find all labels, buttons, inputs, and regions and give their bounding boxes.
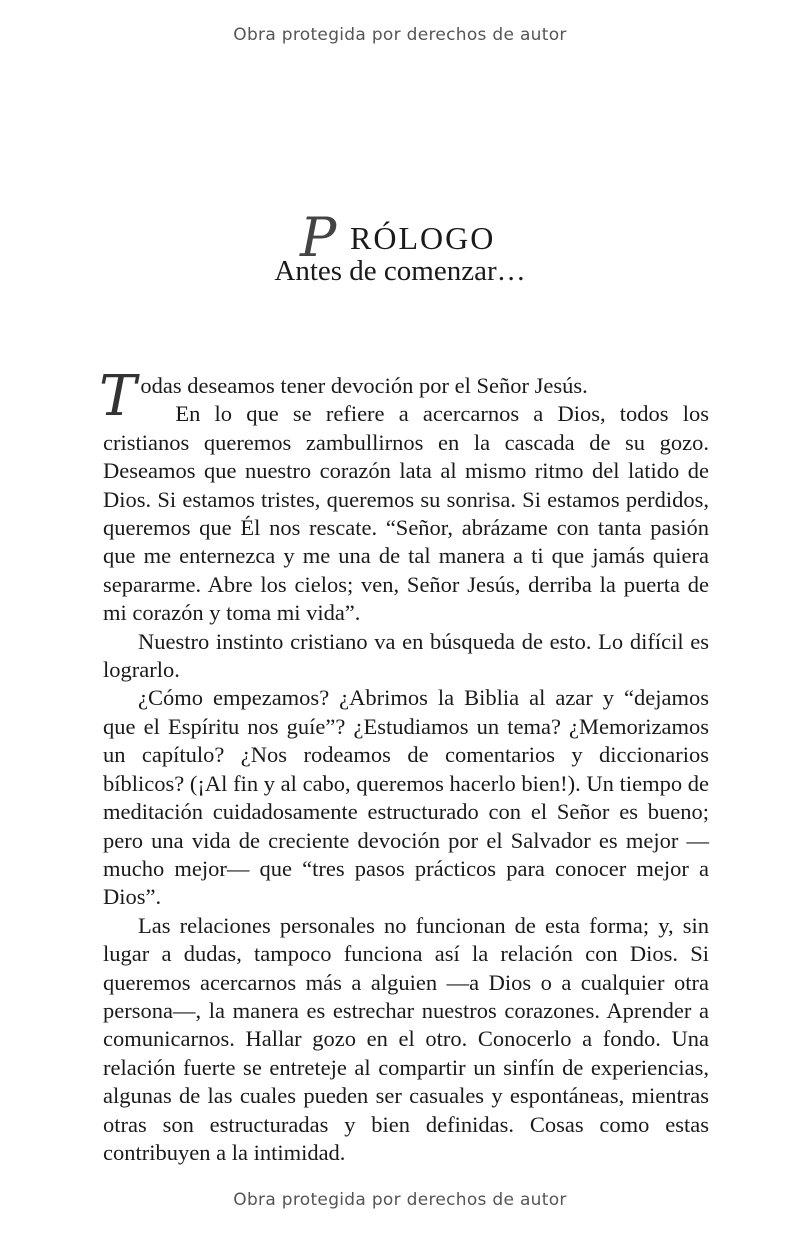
paragraph-3: Nuestro instinto cristiano va en búsqueda de esto. Lo difícil es lograrlo.: [103, 628, 709, 683]
body-text: [99, 364, 709, 1167]
paragraph-2: En lo que se refiere a acercarnos a Dios, todos los cristianos queremos zambullirnos en la cascada de su gozo. Deseamos que nuestro corazón lata al mismo ritmo del latido de Dios. Si estamos tristes, queremos su sonrisa. Si estamos perdidos, queremos que Él nos rescate. “Señor, abrázame con tanta pasión que me enternezca y me una de tal manera a ti que jamás quiera separarme. Abre los cielos; ven, Señor Jesús, derriba la puerta de mi corazón y toma mi vida”.: [103, 401, 709, 626]
chapter-title: [0, 206, 800, 269]
chapter-subtitle: Antes de comenzar…: [274, 255, 526, 287]
watermark-top: Obra protegida por derechos de autor: [233, 25, 567, 45]
paragraph-1: [99, 364, 709, 429]
title-rest: RÓLOGO: [350, 220, 496, 256]
watermark-bottom: Obra protegida por derechos de autor: [233, 1190, 567, 1210]
paragraph-4: ¿Cómo empezamos? ¿Abrimos la Biblia al azar y “dejamos que el Espíritu nos guíe”? ¿Estudiamos un tema? ¿Memorizamos un capítulo? ¿Nos rodeamos de comentarios y diccionarios bíblicos? (¡Al fin y al cabo, queremos hacerlo bien!). Un tiempo de meditación cuidadosamente estructurado con el Señor es bueno; pero una vida de creciente devoción por el Salvador es mejor —mucho mejor— que “tres pasos prácticos para conocer mejor a Dios”.: [103, 685, 709, 910]
paragraph-5: Las relaciones personales no funcionan de esta forma; y, sin lugar a dudas, tampoco funciona así la relación con Dios. Si queremos acercarnos más a alguien —a Dios o a cualquier otra persona—, la manera es estrechar nuestros corazones. Aprender a comunicarnos. Hallar gozo en el otro. Conocerlo a fondo. Una relación fuerte se entreteje al compartir un sinfín de experiencias, algunas de las cuales pueden ser casuales y espontáneas, mientras otras son estructuradas y bien definidas. Cosas como estas contribuyen a la intimidad.: [103, 912, 709, 1165]
dropcap: T: [99, 364, 137, 429]
paragraph-1-text: odas deseamos tener devoción por el Señor Jesús.: [140, 373, 588, 398]
chapter-heading: [0, 206, 800, 287]
title-initial: P: [300, 206, 337, 269]
